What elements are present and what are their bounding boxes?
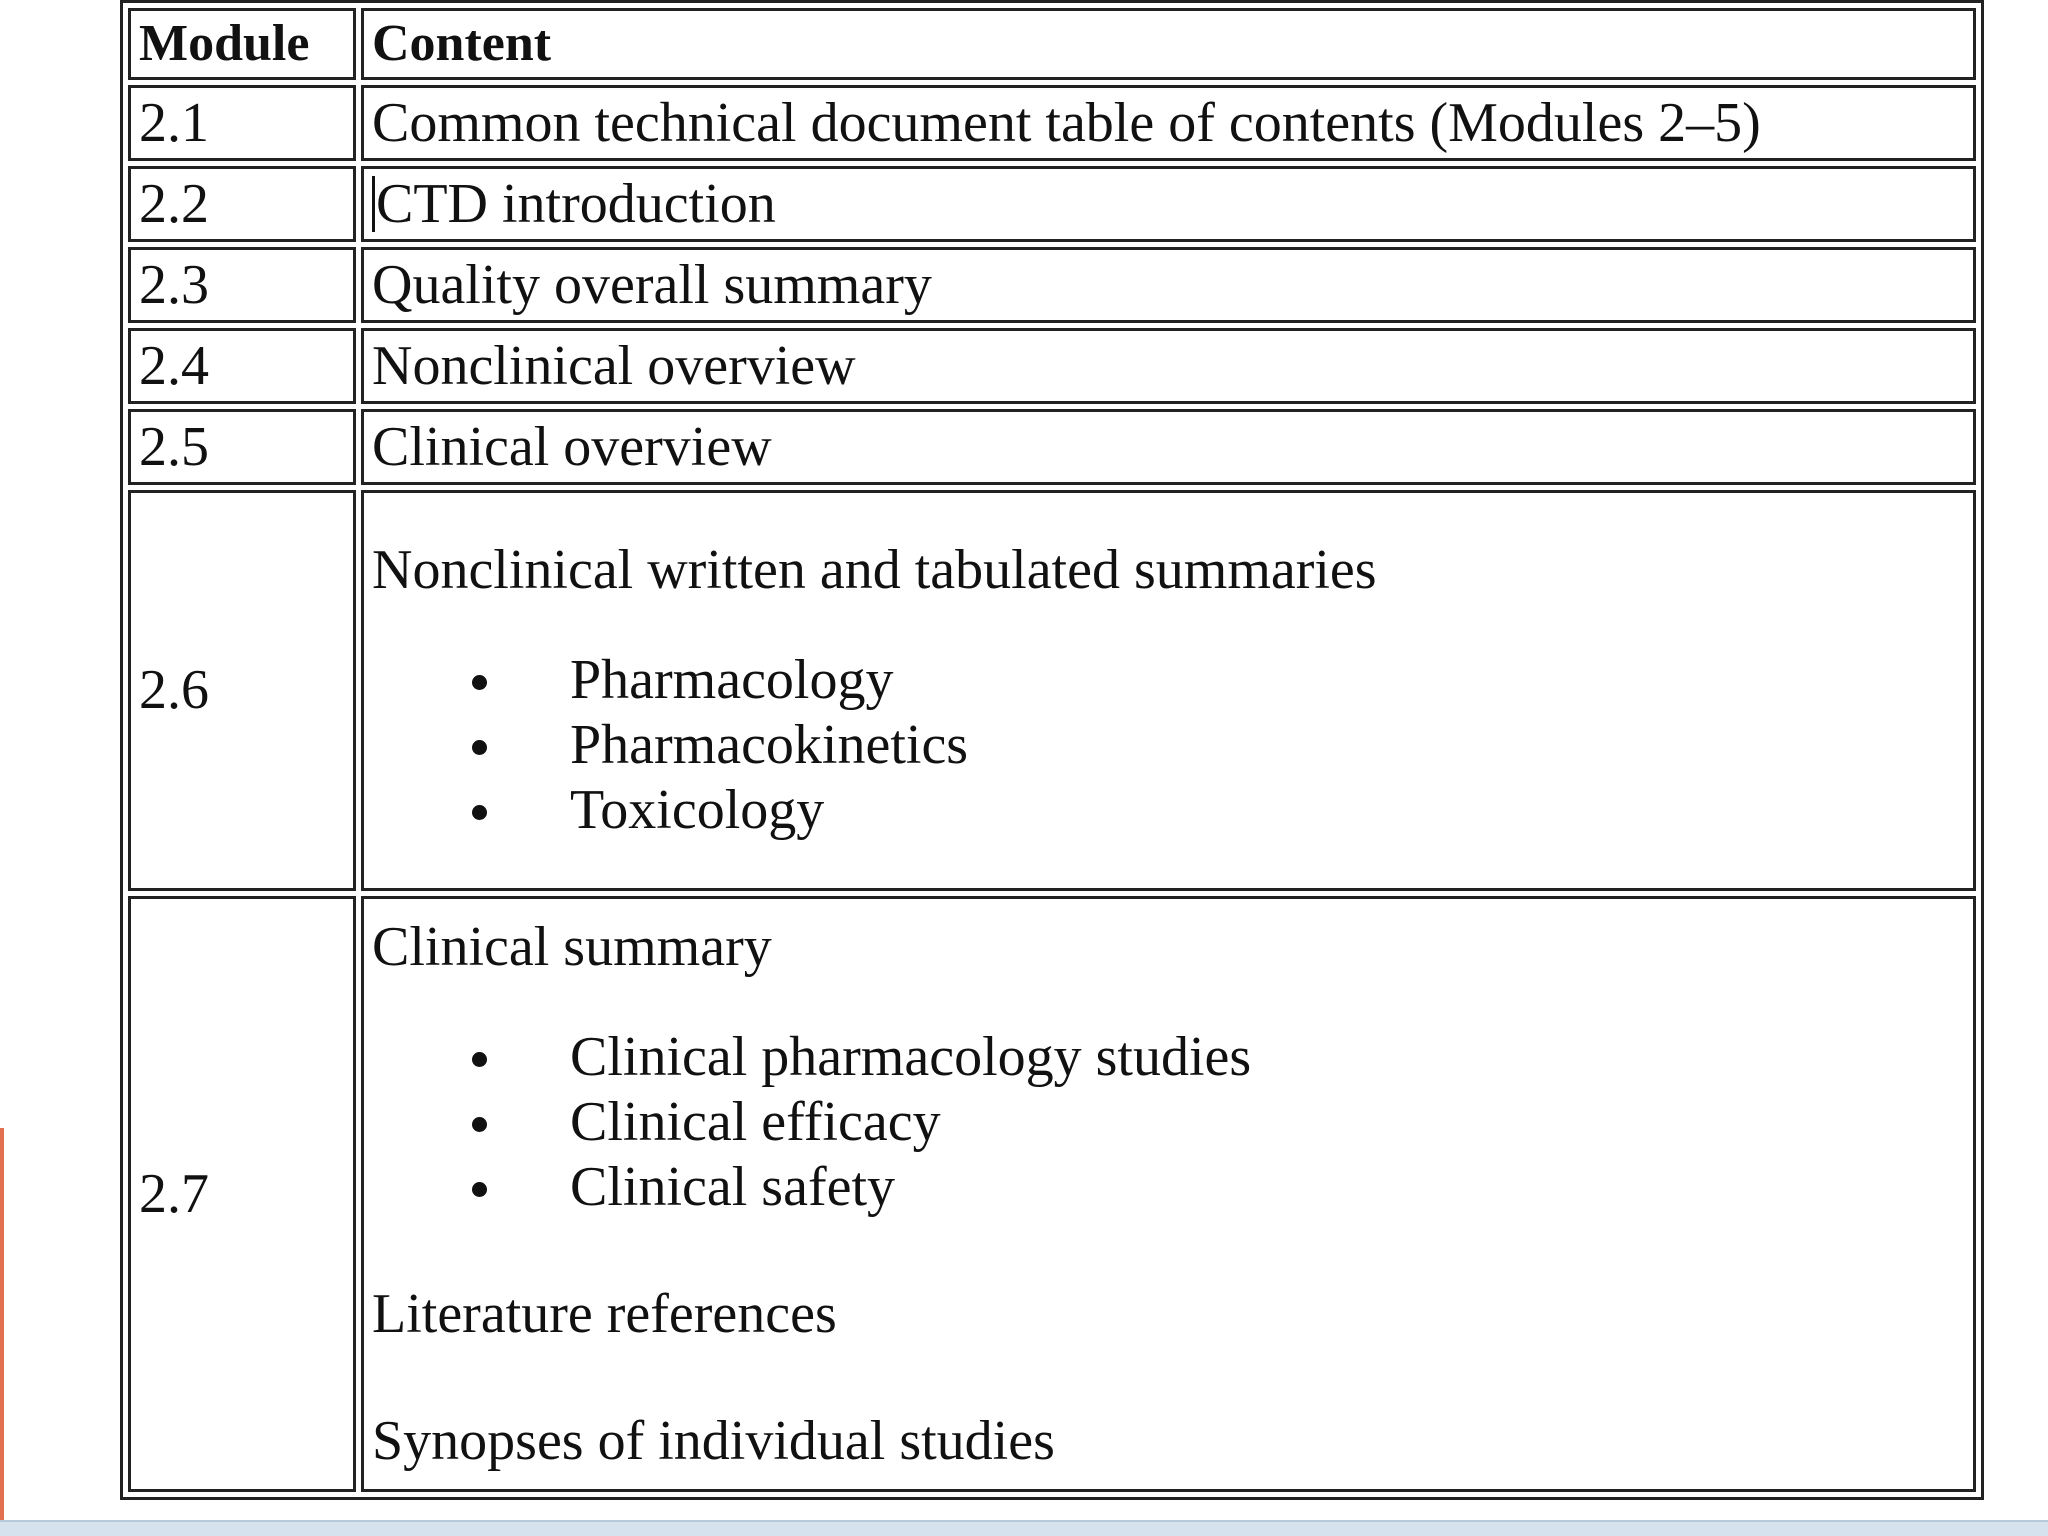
module-number: 2.4: [128, 328, 356, 404]
table-row: [128, 409, 1976, 485]
bullet-icon: [472, 805, 487, 820]
module-number: 2.5: [128, 409, 356, 485]
table-row: [128, 247, 1976, 323]
module-number: 2.6: [128, 490, 356, 891]
module-number: 2.1: [128, 85, 356, 161]
bullet-icon: [472, 1052, 487, 1067]
list-item-label: Pharmacokinetics: [570, 714, 969, 777]
bullet-icon: [472, 675, 487, 690]
module-content: CTD introduction: [376, 172, 776, 235]
bullet-list: [372, 648, 1965, 843]
list-item: [372, 713, 1965, 778]
module-content: Nonclinical overview: [361, 328, 1976, 404]
bullet-list: [372, 1025, 1965, 1220]
bottom-scroll-bar[interactable]: [0, 1520, 2048, 1536]
table-row: [128, 896, 1976, 1492]
module-number: 2.3: [128, 247, 356, 323]
table-row: [128, 490, 1976, 891]
table-header-row: [128, 8, 1976, 80]
synopses-of-studies: Synopses of individual studies: [372, 1409, 1055, 1472]
list-item-label: Clinical efficacy: [570, 1091, 941, 1154]
module-content-title: Clinical summary: [372, 915, 772, 978]
list-item: [372, 1090, 1965, 1155]
module-content: Quality overall summary: [361, 247, 1976, 323]
list-item: [372, 1155, 1965, 1220]
header-module: Module: [128, 8, 356, 80]
list-item-label: Clinical pharmacology studies: [570, 1026, 1252, 1089]
table-row: [128, 328, 1976, 404]
ctd-module-table: [120, 0, 1984, 1500]
list-item-label: Pharmacology: [570, 649, 894, 712]
list-item-label: Toxicology: [570, 779, 825, 842]
list-item-label: Clinical safety: [570, 1156, 896, 1219]
module-content-cell[interactable]: [361, 166, 1976, 242]
list-item: [372, 1025, 1965, 1090]
bullet-icon: [472, 1117, 487, 1132]
bullet-icon: [472, 1182, 487, 1197]
literature-references: Literature references: [372, 1283, 837, 1346]
module-content-cell: [361, 896, 1976, 1492]
text-cursor: [372, 176, 375, 232]
window-edge-accent: [0, 1128, 4, 1528]
list-item: [372, 778, 1965, 843]
module-content: Common technical document table of contents (Modules 2–5): [361, 85, 1976, 161]
bullet-icon: [472, 740, 487, 755]
module-number: 2.2: [128, 166, 356, 242]
module-number: 2.7: [128, 896, 356, 1492]
header-content: Content: [361, 8, 1976, 80]
list-item: [372, 648, 1965, 713]
module-content-cell: [361, 490, 1976, 891]
table-row: [128, 166, 1976, 242]
module-content: Clinical overview: [361, 409, 1976, 485]
module-content-title: Nonclinical written and tabulated summaries: [372, 538, 1377, 601]
table-row: [128, 85, 1976, 161]
